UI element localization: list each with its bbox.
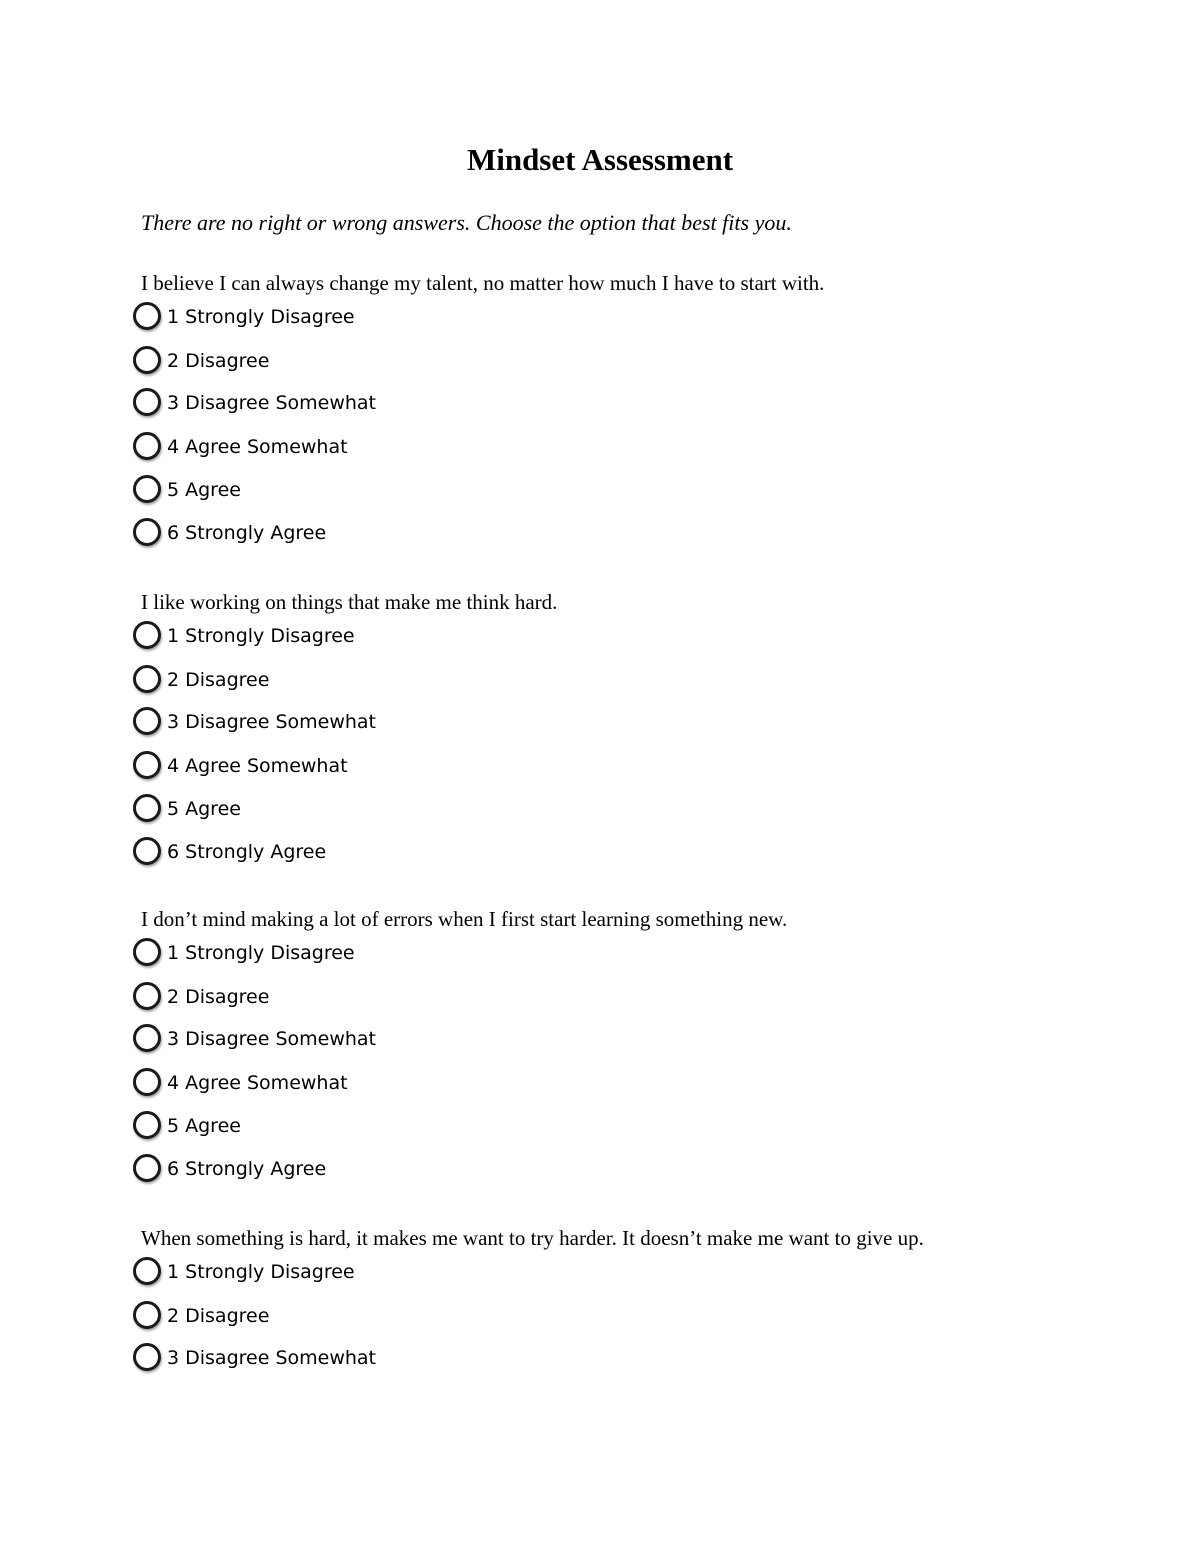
radio-option[interactable] (131, 344, 431, 382)
option-label: 2 Disagree (167, 350, 270, 372)
radio-option[interactable] (131, 792, 431, 830)
option-label: 6 Strongly Agree (167, 1158, 327, 1180)
radio-option[interactable] (131, 473, 431, 511)
option-label: 1 Strongly Disagree (167, 306, 355, 328)
option-label: 5 Agree (167, 479, 241, 501)
radio-button[interactable] (133, 388, 161, 416)
radio-option[interactable] (131, 516, 431, 554)
radio-option[interactable] (131, 1109, 431, 1147)
instructions-text: There are no right or wrong answers. Choose the option that best fits you. (141, 210, 792, 235)
option-label: 4 Agree Somewhat (167, 755, 348, 777)
radio-option[interactable] (131, 1341, 431, 1379)
question-text: I don’t mind making a lot of errors when I first start learning something new. (141, 907, 788, 931)
radio-option[interactable] (131, 663, 431, 701)
radio-button[interactable] (133, 982, 161, 1010)
radio-option[interactable] (131, 980, 431, 1018)
option-label: 4 Agree Somewhat (167, 436, 348, 458)
option-label: 5 Agree (167, 1115, 241, 1137)
option-label: 1 Strongly Disagree (167, 625, 355, 647)
option-label: 2 Disagree (167, 986, 270, 1008)
radio-button[interactable] (133, 1154, 161, 1182)
radio-button[interactable] (133, 432, 161, 460)
radio-option[interactable] (131, 1299, 431, 1337)
question-text: I like working on things that make me think hard. (141, 590, 558, 614)
radio-button[interactable] (133, 518, 161, 546)
radio-button[interactable] (133, 1257, 161, 1285)
option-label: 6 Strongly Agree (167, 522, 327, 544)
radio-button[interactable] (133, 794, 161, 822)
option-label: 3 Disagree Somewhat (167, 711, 377, 733)
option-label: 3 Disagree Somewhat (167, 392, 377, 414)
radio-button[interactable] (133, 1343, 161, 1371)
radio-option[interactable] (131, 1152, 431, 1190)
radio-button[interactable] (133, 707, 161, 735)
radio-button[interactable] (133, 837, 161, 865)
page-title: Mindset Assessment (466, 142, 734, 177)
radio-option[interactable] (131, 1255, 431, 1293)
option-label: 3 Disagree Somewhat (167, 1347, 377, 1369)
radio-option[interactable] (131, 936, 431, 974)
radio-button[interactable] (133, 938, 161, 966)
question-text: I believe I can always change my talent, no matter how much I have to start with. (141, 271, 825, 295)
radio-option[interactable] (131, 619, 431, 657)
radio-option[interactable] (131, 386, 431, 424)
radio-button[interactable] (133, 665, 161, 693)
radio-button[interactable] (133, 1024, 161, 1052)
radio-button[interactable] (133, 1301, 161, 1329)
question-text: When something is hard, it makes me want to try harder. It doesn’t make me want to give up. (141, 1226, 924, 1250)
radio-option[interactable] (131, 835, 431, 873)
option-label: 1 Strongly Disagree (167, 942, 355, 964)
radio-option[interactable] (131, 749, 431, 787)
option-label: 6 Strongly Agree (167, 841, 327, 863)
radio-option[interactable] (131, 430, 431, 468)
radio-button[interactable] (133, 346, 161, 374)
option-label: 3 Disagree Somewhat (167, 1028, 377, 1050)
radio-option[interactable] (131, 1066, 431, 1104)
option-label: 2 Disagree (167, 669, 270, 691)
radio-button[interactable] (133, 302, 161, 330)
option-label: 1 Strongly Disagree (167, 1261, 355, 1283)
radio-button[interactable] (133, 751, 161, 779)
option-label: 2 Disagree (167, 1305, 270, 1327)
radio-option[interactable] (131, 300, 431, 338)
radio-option[interactable] (131, 705, 431, 743)
radio-button[interactable] (133, 1111, 161, 1139)
radio-option[interactable] (131, 1022, 431, 1060)
radio-button[interactable] (133, 1068, 161, 1096)
option-label: 4 Agree Somewhat (167, 1072, 348, 1094)
radio-button[interactable] (133, 475, 161, 503)
option-label: 5 Agree (167, 798, 241, 820)
radio-button[interactable] (133, 621, 161, 649)
